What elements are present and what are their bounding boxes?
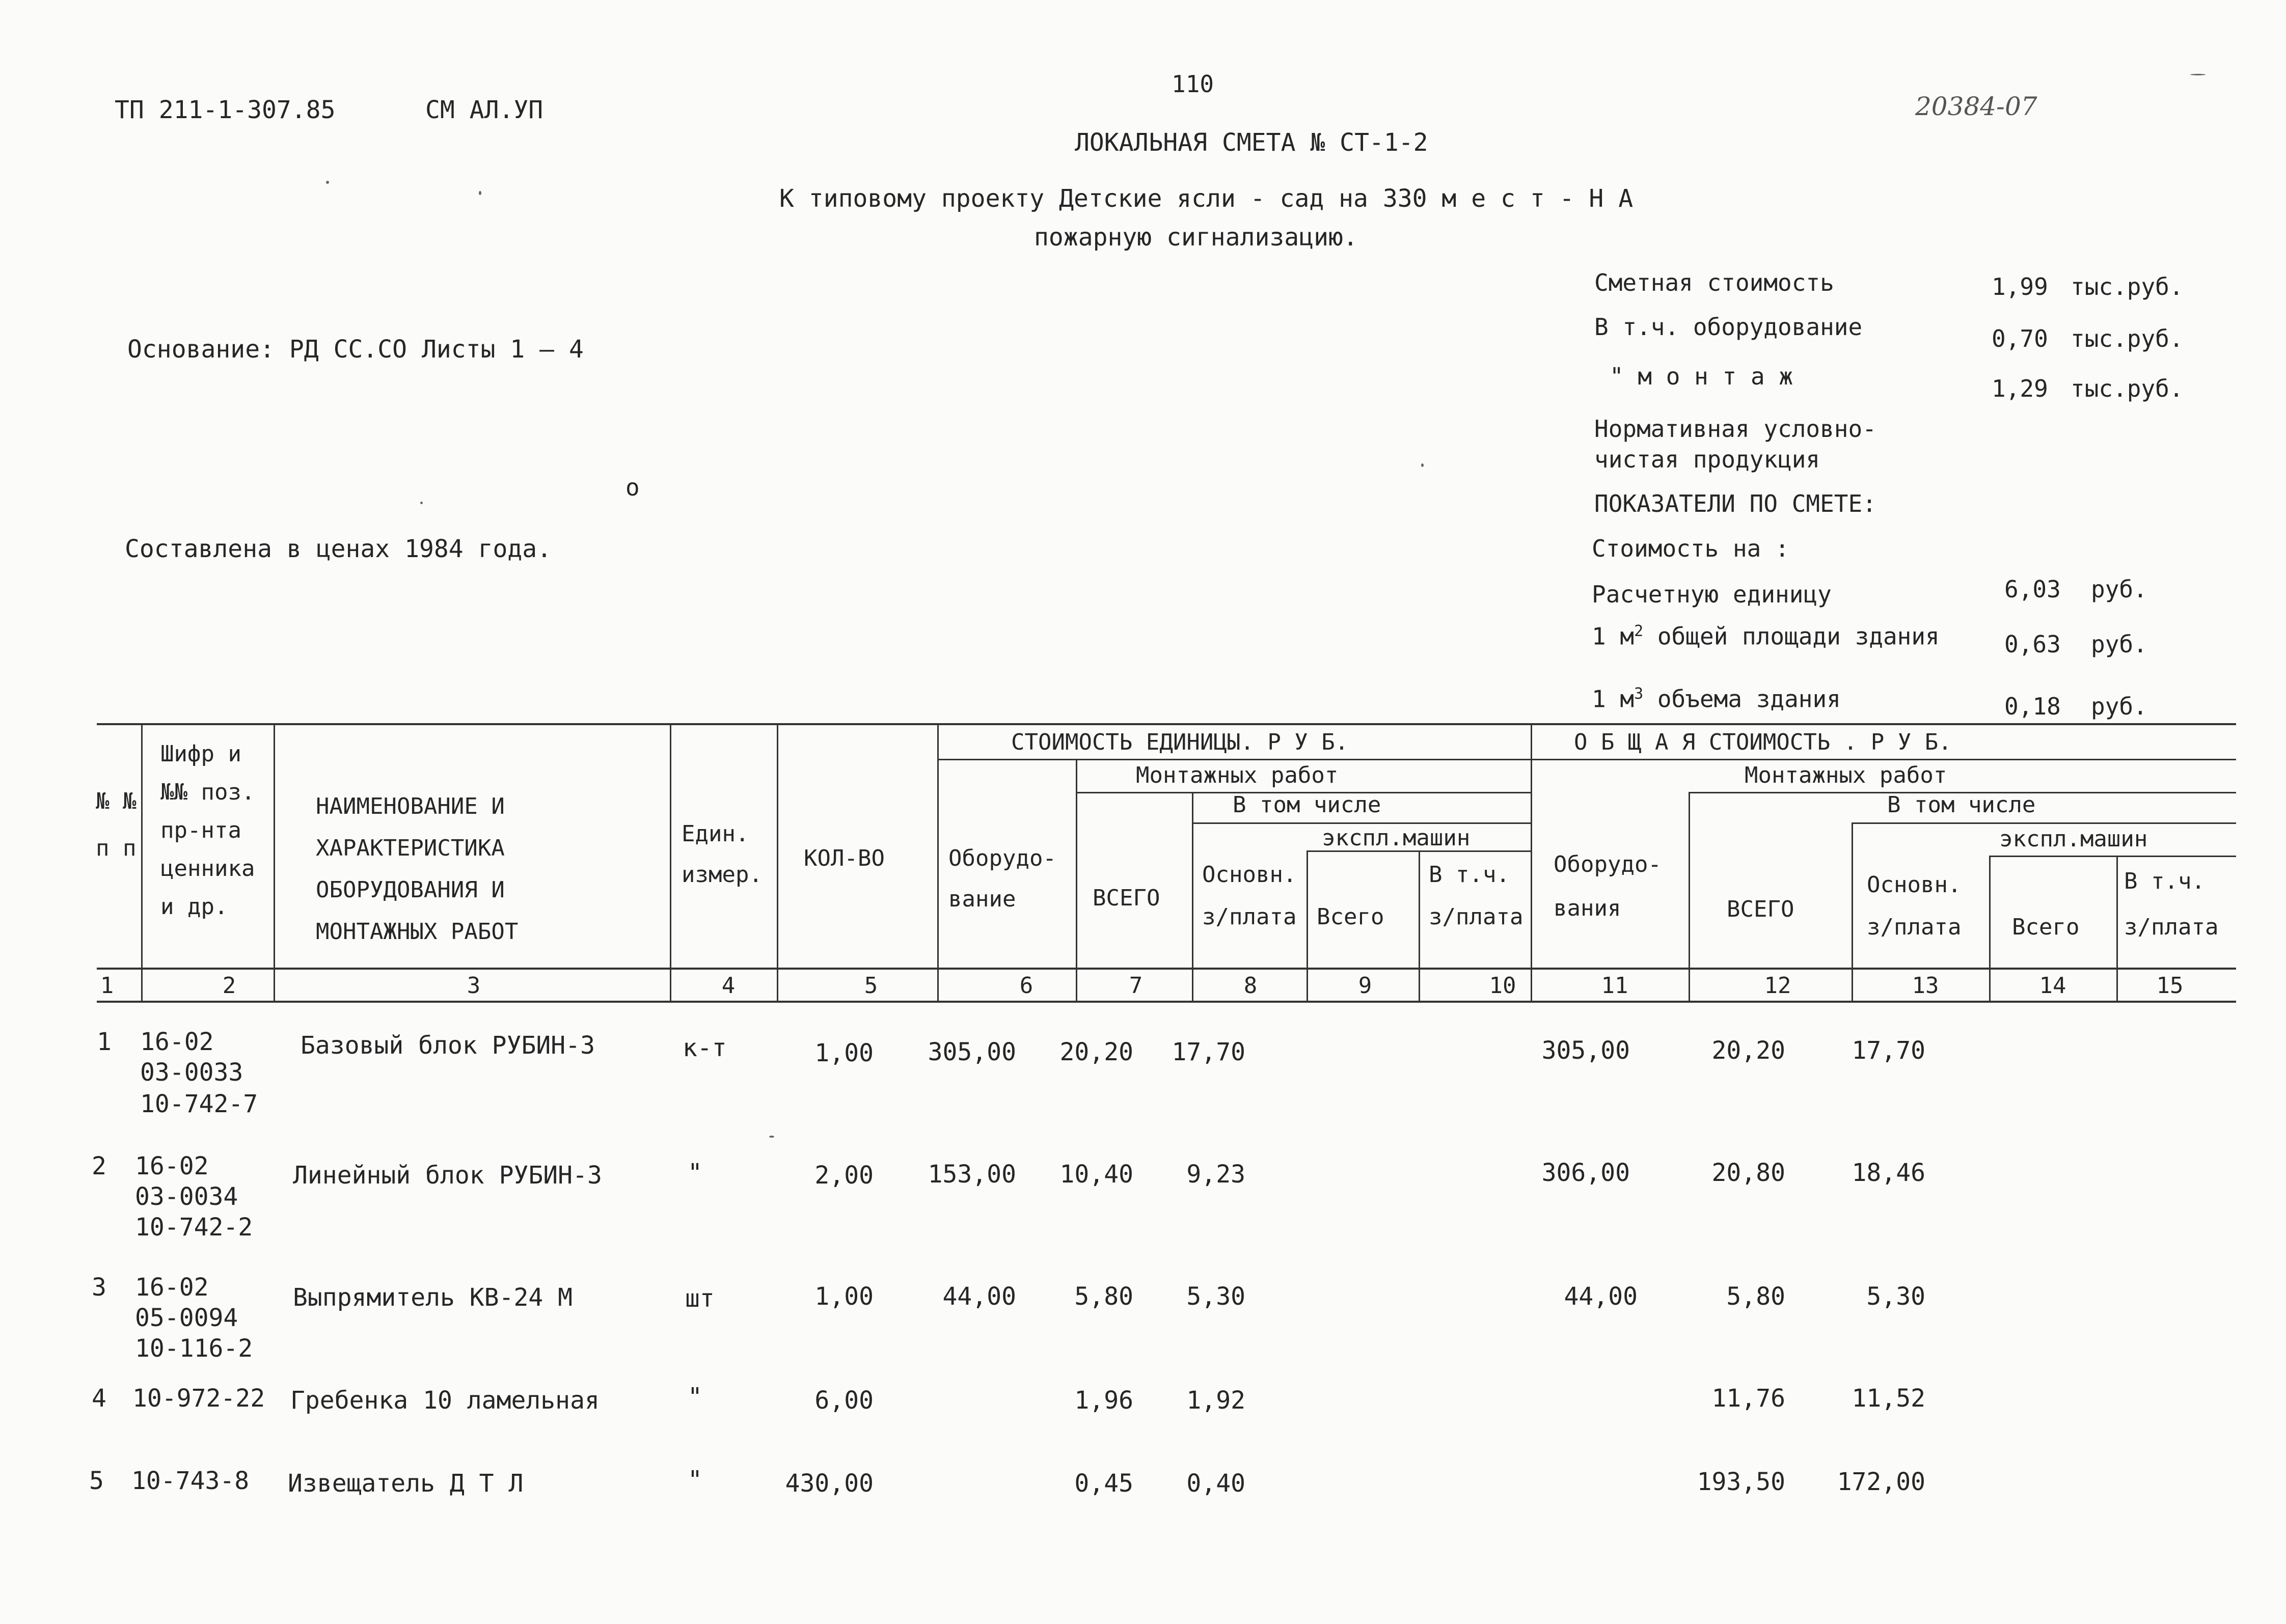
row-c6: 305,00	[928, 1038, 1016, 1066]
scan-speck	[326, 181, 329, 184]
row-code-3: 10-742-2	[135, 1213, 253, 1242]
col-num: 11	[1601, 973, 1628, 999]
col-num: 15	[2156, 973, 2184, 999]
col-head-total: Всего	[1317, 904, 1384, 930]
col-head-all: ВСЕГО	[1093, 885, 1160, 911]
col-head-name-2: ХАРАКТЕРИСТИКА	[316, 835, 505, 861]
col-num: 9	[1358, 973, 1372, 999]
col-head-code-1: Шифр и	[160, 741, 241, 767]
col-head-mach-total: экспл.машин	[1999, 826, 2148, 852]
row-name: Извещатель Д Т Л	[288, 1469, 524, 1498]
row-code-1: 16-02	[135, 1273, 209, 1302]
summary-install-value: 1,29	[1992, 375, 2048, 402]
col-head-install: Монтажных работ	[1136, 762, 1339, 788]
col-head-total-total: Всего	[2012, 914, 2080, 940]
summary-total-label: Сметная стоимость	[1594, 269, 1834, 296]
col-head-mach: экспл.машин	[1322, 825, 1471, 851]
row-unit: "	[688, 1466, 702, 1494]
estimate-subtitle-line1: К типовому проекту Детские ясли - сад на 330 м е с т - Н А	[779, 184, 1634, 213]
estimate-subtitle-line2: пожарную сигнализацию.	[1034, 223, 1358, 252]
col-head-install-total: Монтажных работ	[1745, 762, 1947, 788]
col-head-code-2: №№ поз.	[160, 779, 255, 805]
row-qty: 430,00	[785, 1469, 874, 1498]
album-code: СМ АЛ.УП	[425, 96, 543, 124]
row-number: 2	[92, 1152, 106, 1180]
summary-install-unit: тыс.руб.	[2071, 375, 2184, 402]
area-label: общей площади здания	[1657, 622, 1940, 650]
col-head-base-2: з/плата	[1202, 904, 1297, 930]
row-c11: 44,00	[1564, 1282, 1638, 1311]
row-c13: 18,46	[1852, 1159, 1925, 1187]
calc-unit-value: 6,03	[2004, 575, 2061, 603]
col-num: 7	[1129, 973, 1143, 999]
area-unit: руб.	[2091, 630, 2147, 658]
row-c12: 11,76	[1711, 1384, 1785, 1413]
project-code: ТП 211-1-307.85	[115, 96, 336, 124]
area-value: 0,63	[2004, 630, 2061, 658]
scan-speck	[769, 1136, 774, 1138]
col-num: 8	[1243, 973, 1258, 999]
col-num: 13	[1912, 973, 1939, 999]
row-c13: 11,52	[1852, 1384, 1925, 1413]
summary-install-label: " м о н т а ж	[1610, 363, 1793, 390]
col-head-incl: В том числе	[1233, 792, 1381, 818]
col-head-name-3: ОБОРУДОВАНИЯ И	[316, 877, 505, 903]
row-name: Выпрямитель КВ-24 М	[293, 1283, 573, 1312]
row-c13: 172,00	[1837, 1468, 1925, 1496]
row-unit: "	[688, 1159, 702, 1187]
row-c8: 0,40	[1186, 1469, 1245, 1498]
summary-norm-line2: чистая продукция	[1594, 446, 1820, 473]
col-head-base-1: Основн.	[1202, 862, 1297, 888]
col-head-name-4: МОНТАЖНЫХ РАБОТ	[316, 919, 519, 945]
col-num: 2	[222, 973, 236, 999]
row-c8: 9,23	[1186, 1160, 1245, 1189]
row-unit: шт	[685, 1284, 715, 1313]
area-prefix: 1 м	[1592, 622, 1635, 650]
row-code-1: 10-972-22	[132, 1384, 265, 1413]
area-line	[1592, 622, 1940, 650]
stray-mark: о	[625, 474, 640, 501]
row-c8: 5,30	[1186, 1282, 1245, 1311]
col-num: 10	[1489, 973, 1516, 999]
col-head-total-cost: О Б Щ А Я СТОИМОСТЬ . Р У Б.	[1574, 729, 1952, 755]
summary-norm-line1: Нормативная условно-	[1594, 415, 1876, 443]
volume-unit: руб.	[2091, 693, 2147, 720]
scan-speck	[420, 502, 423, 504]
row-c8: 1,92	[1186, 1386, 1245, 1415]
summary-equipment-unit: тыс.руб.	[2071, 325, 2184, 352]
row-code-2: 05-0094	[135, 1304, 238, 1332]
calc-unit-label: Расчетную единицу	[1592, 581, 1832, 608]
col-head-num-2: п п	[96, 835, 137, 861]
row-code-1: 16-02	[140, 1028, 214, 1056]
cost-per-label: Стоимость на :	[1592, 535, 1789, 562]
row-c12: 20,20	[1711, 1036, 1785, 1065]
row-name: Линейный блок РУБИН-3	[293, 1161, 602, 1190]
volume-value: 0,18	[2004, 693, 2061, 720]
row-c8: 17,70	[1172, 1038, 1245, 1066]
page-number: 110	[1172, 70, 1214, 98]
row-code-1: 10-743-8	[131, 1467, 250, 1495]
row-c7: 0,45	[1074, 1469, 1133, 1498]
col-num: 3	[467, 973, 481, 999]
col-head-code-4: ценника	[160, 856, 255, 882]
summary-total-unit: тыс.руб.	[2071, 273, 2184, 300]
row-c12: 5,80	[1726, 1282, 1785, 1311]
volume-sup: 3	[1634, 685, 1644, 703]
col-num: 12	[1764, 973, 1791, 999]
scan-speck	[479, 191, 481, 195]
scan-speck	[2190, 74, 2206, 75]
col-num: 14	[2039, 973, 2066, 999]
row-number: 1	[97, 1028, 112, 1056]
col-num: 1	[100, 973, 114, 999]
row-number: 5	[89, 1467, 104, 1495]
col-head-equip-1: Оборудо-	[948, 845, 1056, 871]
row-c7: 1,96	[1074, 1386, 1133, 1415]
col-head-unit-cost: СТОИМОСТЬ ЕДИНИЦЫ. Р У Б.	[1011, 729, 1349, 755]
row-c11: 306,00	[1541, 1159, 1630, 1187]
col-head-num-1: № №	[96, 788, 137, 814]
col-head-qty: КОЛ-ВО	[804, 845, 885, 871]
row-c6: 44,00	[942, 1282, 1016, 1311]
col-head-incl-wage-total-1: В т.ч.	[2124, 868, 2205, 894]
summary-equipment-value: 0,70	[1992, 325, 2048, 352]
row-c13: 17,70	[1852, 1036, 1925, 1065]
col-head-incl-wage-2: з/плата	[1429, 904, 1523, 930]
row-c7: 20,20	[1059, 1038, 1133, 1066]
row-number: 4	[92, 1384, 106, 1413]
row-qty: 2,00	[814, 1161, 874, 1190]
col-head-code-5: и др.	[160, 894, 228, 920]
col-head-incl-wage-total-2: з/плата	[2124, 914, 2219, 940]
col-head-code-3: пр-нта	[160, 817, 241, 843]
col-head-equip-total-2: вания	[1554, 895, 1621, 921]
col-head-all-total: ВСЕГО	[1727, 896, 1794, 922]
row-code-1: 16-02	[135, 1152, 209, 1180]
row-code-3: 10-742-7	[140, 1090, 258, 1118]
prices-year-line: Составлена в ценах 1984 года.	[125, 535, 552, 563]
summary-total-value: 1,99	[1992, 273, 2048, 300]
row-code-2: 03-0033	[140, 1058, 243, 1087]
col-head-base-total-1: Основн.	[1867, 872, 1962, 898]
row-c13: 5,30	[1866, 1282, 1925, 1311]
row-c12: 20,80	[1711, 1159, 1785, 1187]
area-sup: 2	[1634, 622, 1644, 640]
row-c6: 153,00	[928, 1160, 1016, 1189]
col-head-incl-total: В том числе	[1887, 792, 2036, 818]
col-head-equip-2: вание	[948, 886, 1016, 912]
row-code-2: 03-0034	[135, 1182, 238, 1211]
row-qty: 1,00	[814, 1039, 874, 1067]
col-num: 4	[721, 973, 736, 999]
row-name: Гребенка 10 ламельная	[290, 1386, 600, 1415]
estimate-title: ЛОКАЛЬНАЯ СМЕТА № СТ-1-2	[1075, 128, 1428, 157]
col-head-base-total-2: з/плата	[1867, 914, 1962, 940]
row-c7: 10,40	[1059, 1160, 1133, 1189]
volume-label: объема здания	[1657, 685, 1841, 713]
row-c7: 5,80	[1074, 1282, 1133, 1311]
row-name: Базовый блок РУБИН-3	[301, 1031, 595, 1060]
row-unit: "	[688, 1383, 702, 1411]
volume-prefix: 1 м	[1592, 685, 1635, 713]
row-unit: к-т	[683, 1034, 727, 1062]
col-head-unit-2: измер.	[682, 862, 763, 888]
row-qty: 1,00	[814, 1282, 874, 1311]
row-qty: 6,00	[814, 1386, 874, 1415]
row-number: 3	[92, 1273, 106, 1302]
summary-equipment-label: В т.ч. оборудование	[1594, 313, 1863, 341]
row-c11: 305,00	[1541, 1036, 1630, 1065]
indicators-title: ПОКАЗАТЕЛИ ПО СМЕТЕ:	[1594, 490, 1876, 517]
row-c12: 193,50	[1697, 1468, 1785, 1496]
col-head-incl-wage-1: В т.ч.	[1429, 862, 1510, 888]
handwritten-number: 20384-07	[1915, 92, 2037, 121]
scan-speck	[1421, 463, 1424, 467]
col-head-unit-1: Един.	[682, 821, 749, 847]
col-num: 6	[1019, 973, 1033, 999]
basis-line: Основание: РД СС.СО Листы 1 — 4	[127, 335, 584, 364]
volume-line	[1592, 685, 1841, 712]
col-head-name-1: НАИМЕНОВАНИЕ И	[316, 793, 505, 819]
calc-unit-unit: руб.	[2091, 575, 2147, 603]
row-code-3: 10-116-2	[135, 1334, 253, 1363]
col-num: 5	[864, 973, 878, 999]
col-head-equip-total-1: Оборудо-	[1554, 851, 1662, 877]
